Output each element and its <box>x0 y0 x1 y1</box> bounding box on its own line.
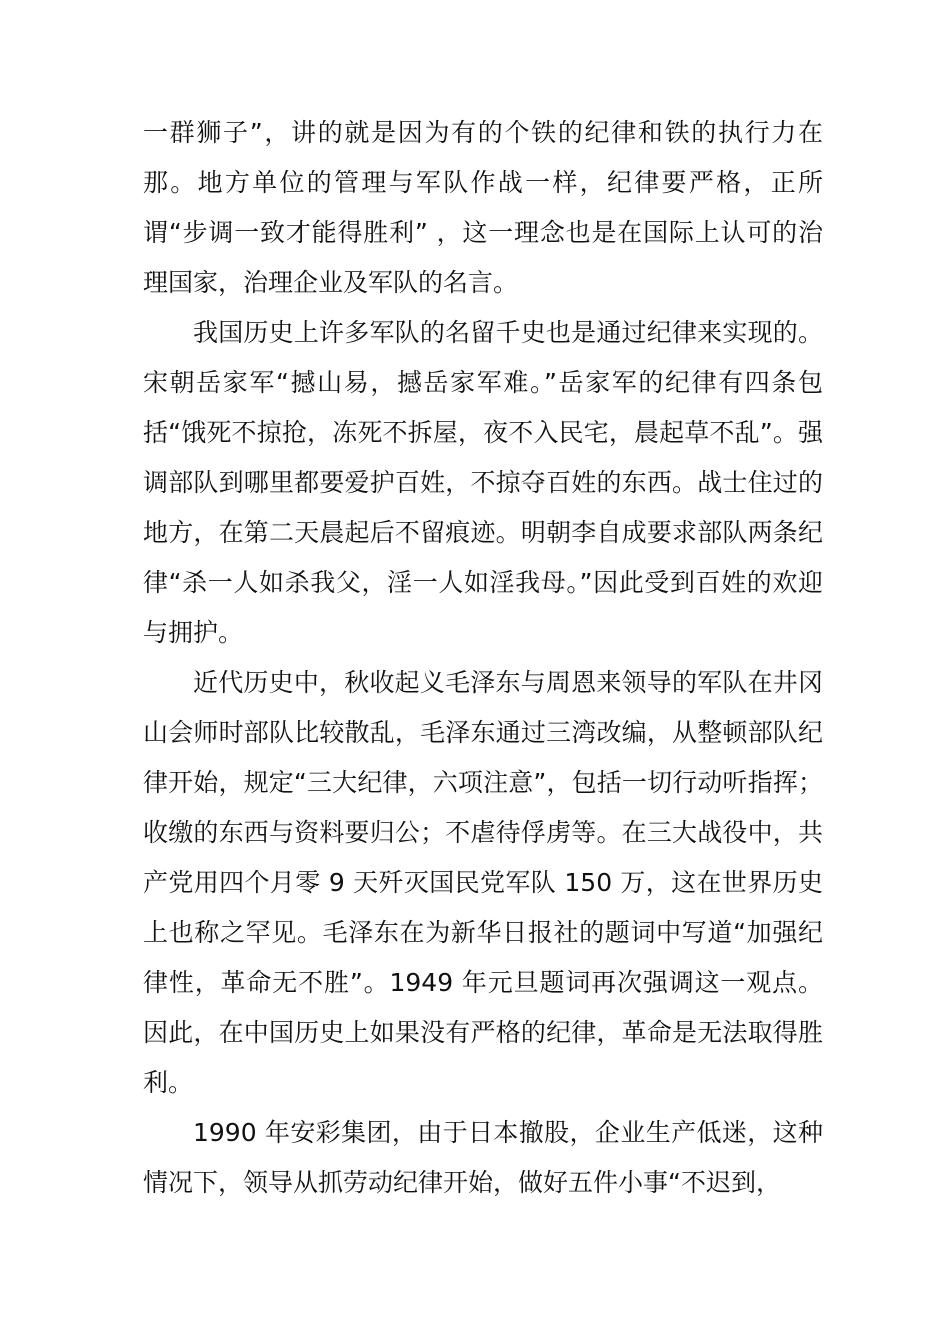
paragraph-modern-history: 近代历史中，秋收起义毛泽东与周恩来领导的军队在井冈山会师时部队比较散乱，毛泽东通过三湾改编，从整顿部队纪律开始，规定“三大纪律，六项注意”，包括一切行动听指挥；收缴的东西与资料要归公；不虐待俘虏等。在三大战役中，共产党用四个月零 9 天歼灭国民党军队 150 万，这在世界历史上也称之罕见。毛泽东在为新华日报社的题词中写道“加强纪律性，革命无不胜”。1949 年元旦题词再次强调这一观点。因此，在中国历史上如果没有严格的纪律，革命是无法取得胜利。 <box>143 668 823 1097</box>
paragraph-discipline-intro: 一群狮子”，讲的就是因为有的个铁的纪律和铁的执行力在那。地方单位的管理与军队作战一样，纪律要严格，正所谓“步调一致才能得胜利” ，这一理念也是在国际上认可的治理国家，治理企业及军队的名言。 <box>143 118 823 297</box>
paragraph-anthai-group: 1990 年安彩集团，由于日本撤股，企业生产低迷，这种情况下，领导从抓劳动纪律开始，做好五件小事“不迟到， <box>143 1118 823 1197</box>
paragraph-ancient-armies: 我国历史上许多军队的名留千史也是通过纪律来实现的。宋朝岳家军“撼山易，撼岳家军难。”岳家军的纪律有四条包括“饿死不掠抢，冻死不拆屋，夜不入民宅，晨起草不乱”。强调部队到哪里都要爱护百姓，不掠夺百姓的东西。战士住过的地方，在第二天晨起后不留痕迹。明朝李自成要求部队两条纪律“杀一人如杀我父，淫一人如淫我母。”因此受到百姓的欢迎与拥护。 <box>143 318 823 647</box>
document-page <box>143 108 823 1208</box>
